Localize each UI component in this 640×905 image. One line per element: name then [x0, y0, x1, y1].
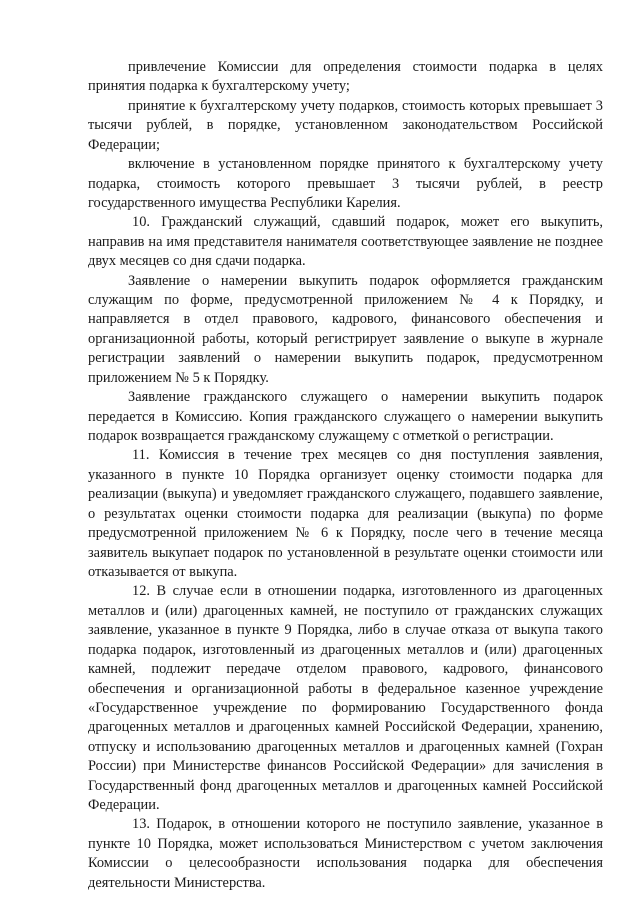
paragraph-registry-inclusion: включение в установленном порядке принятого к бухгалтерскому учету подарка, стоимость которого превышает 3 тысячи рублей, в реестр государственного имущества Республики Карелия. — [88, 156, 603, 211]
paragraph-redemption-application: Заявление о намерении выкупить подарок оформляется гражданским служащим по форме, предусмотренной приложением № 4 к Порядку, и направляется в отдел правового, кадрового, финансового обеспечения и организационной работы, который регистрирует заявление о выкупе в журнале регистрации заявлений о намерении выкупить подарок, предусмотренном приложением № 5 к Порядку. — [88, 272, 603, 386]
paragraph-application-transfer: Заявление гражданского служащего о намерении выкупить подарок передается в Комиссию. Копия гражданского служащего о намерении выкупить подарок возвращается гражданскому служащему с отметкой о регистрации. — [88, 389, 603, 445]
paragraph-gift-valuation: привлечение Комиссии для определения стоимости подарка в целях принятия подарка к бухгалтерскому учету; — [88, 59, 603, 95]
clause-13: 13. Подарок, в отношении которого не поступило заявление, указанное в пункте 10 Порядка, может использоваться Министерством с учетом заключения Комиссии о целесообразности использования подарка для обеспечения деятельности Министерства. — [88, 816, 603, 891]
clause-12: 12. В случае если в отношении подарка, изготовленного из драгоценных металлов и (или) драгоценных камней, не поступило от гражданских служащих заявление, указанное в пункте 9 Порядка, либо в случае отказа от выкупа такого подарка подарок, изготовленный из драгоценных металлов и (или) драгоценных камней, подлежит передаче отделом правового, кадрового, финансового обеспечения и организационной работы в федеральное казенное учреждение «Государственное учреждение по формированию Государственного фонда драгоценных металлов и драгоценных камней Российской Федерации, хранению, отпуску и использованию драгоценных металлов и драгоценных камней (Гохран России) при Министерстве финансов Российской Федерации» для зачисления в Государственный фонд драгоценных металлов и драгоценных камней Российской Федерации. — [88, 583, 603, 814]
document-body — [88, 58, 603, 893]
clause-10: 10. Гражданский служащий, сдавший подарок, может его выкупить, направив на имя представителя нанимателя соответствующее заявление не позднее двух месяцев со дня сдачи подарка. — [88, 214, 603, 270]
clause-11: 11. Комиссия в течение трех месяцев со дня поступления заявления, указанного в пункте 10 Порядка организует оценку стоимости подарка для реализации (выкупа) и уведомляет гражданского служащего, подавшего заявление, о результатах оценки стоимости подарка для реализации (выкупа) по форме предусмотренной приложением № 6 к Порядку, после чего в течение месяца заявитель выкупает подарок по установленной в результате оценки стоимости или отказывается от выкупа. — [88, 447, 603, 580]
paragraph-accounting-acceptance: принятие к бухгалтерскому учету подарков, стоимость которых превышает 3 тысячи рублей, в порядке, установленном законодательством Российской Федерации; — [88, 97, 603, 153]
